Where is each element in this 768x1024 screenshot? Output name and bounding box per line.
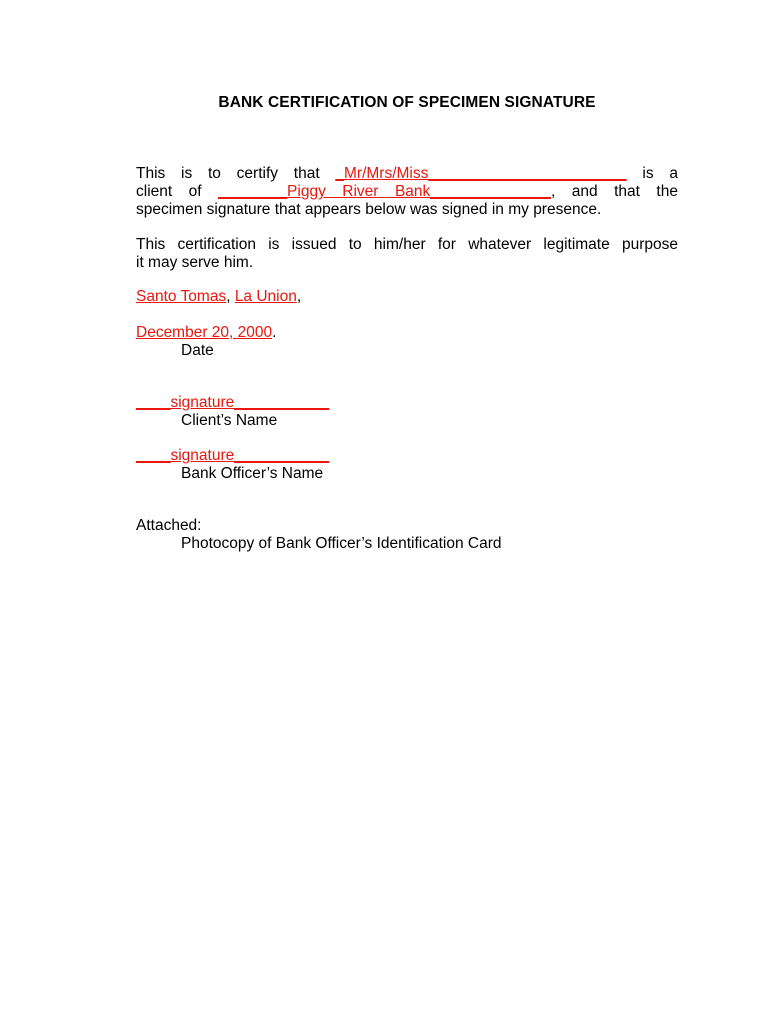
province-field: La Union — [234, 288, 297, 305]
client-name-label: Client’s Name — [181, 412, 278, 429]
officer-name-label: Bank Officer’s Name — [181, 465, 324, 482]
client-name-field: _Mr/Mrs/Miss_______________________ — [335, 165, 627, 182]
officer-signature-field: ____signature___________ — [136, 447, 330, 464]
is-a-text: is a — [626, 165, 678, 182]
purpose-line-2: it may serve him. — [136, 254, 254, 271]
certify-line-1 — [136, 165, 678, 183]
date-label: Date — [181, 342, 214, 359]
certify-line-2 — [136, 183, 678, 201]
place-end: , — [296, 288, 302, 305]
date-end: . — [272, 324, 277, 341]
place-line — [136, 288, 301, 306]
place-separator: , — [226, 288, 235, 305]
purpose-paragraph — [136, 236, 678, 272]
client-signature-field: ____signature___________ — [136, 394, 330, 411]
purpose-line-1: This certification is issued to him/her for whatever legitimate purpose — [136, 236, 678, 253]
attached-item: Photocopy of Bank Officer’s Identification Card — [181, 535, 502, 552]
city-field: Santo Tomas — [136, 288, 227, 305]
date-field: December 20, 2000 — [136, 324, 273, 341]
date-line — [136, 324, 276, 342]
certify-text: This is to certify that — [136, 165, 336, 182]
document-title: BANK CERTIFICATION OF SPECIMEN SIGNATURE — [218, 94, 596, 111]
certify-line-3: specimen signature that appears below was signed in my presence. — [136, 201, 602, 218]
client-of-text: client of — [136, 183, 219, 200]
certify-paragraph — [136, 165, 678, 219]
bank-name-field: ________Piggy River Bank______________ — [218, 183, 551, 200]
attached-label: Attached: — [136, 517, 202, 534]
document-page — [136, 0, 678, 1024]
and-that-text: , and that the — [550, 183, 678, 200]
